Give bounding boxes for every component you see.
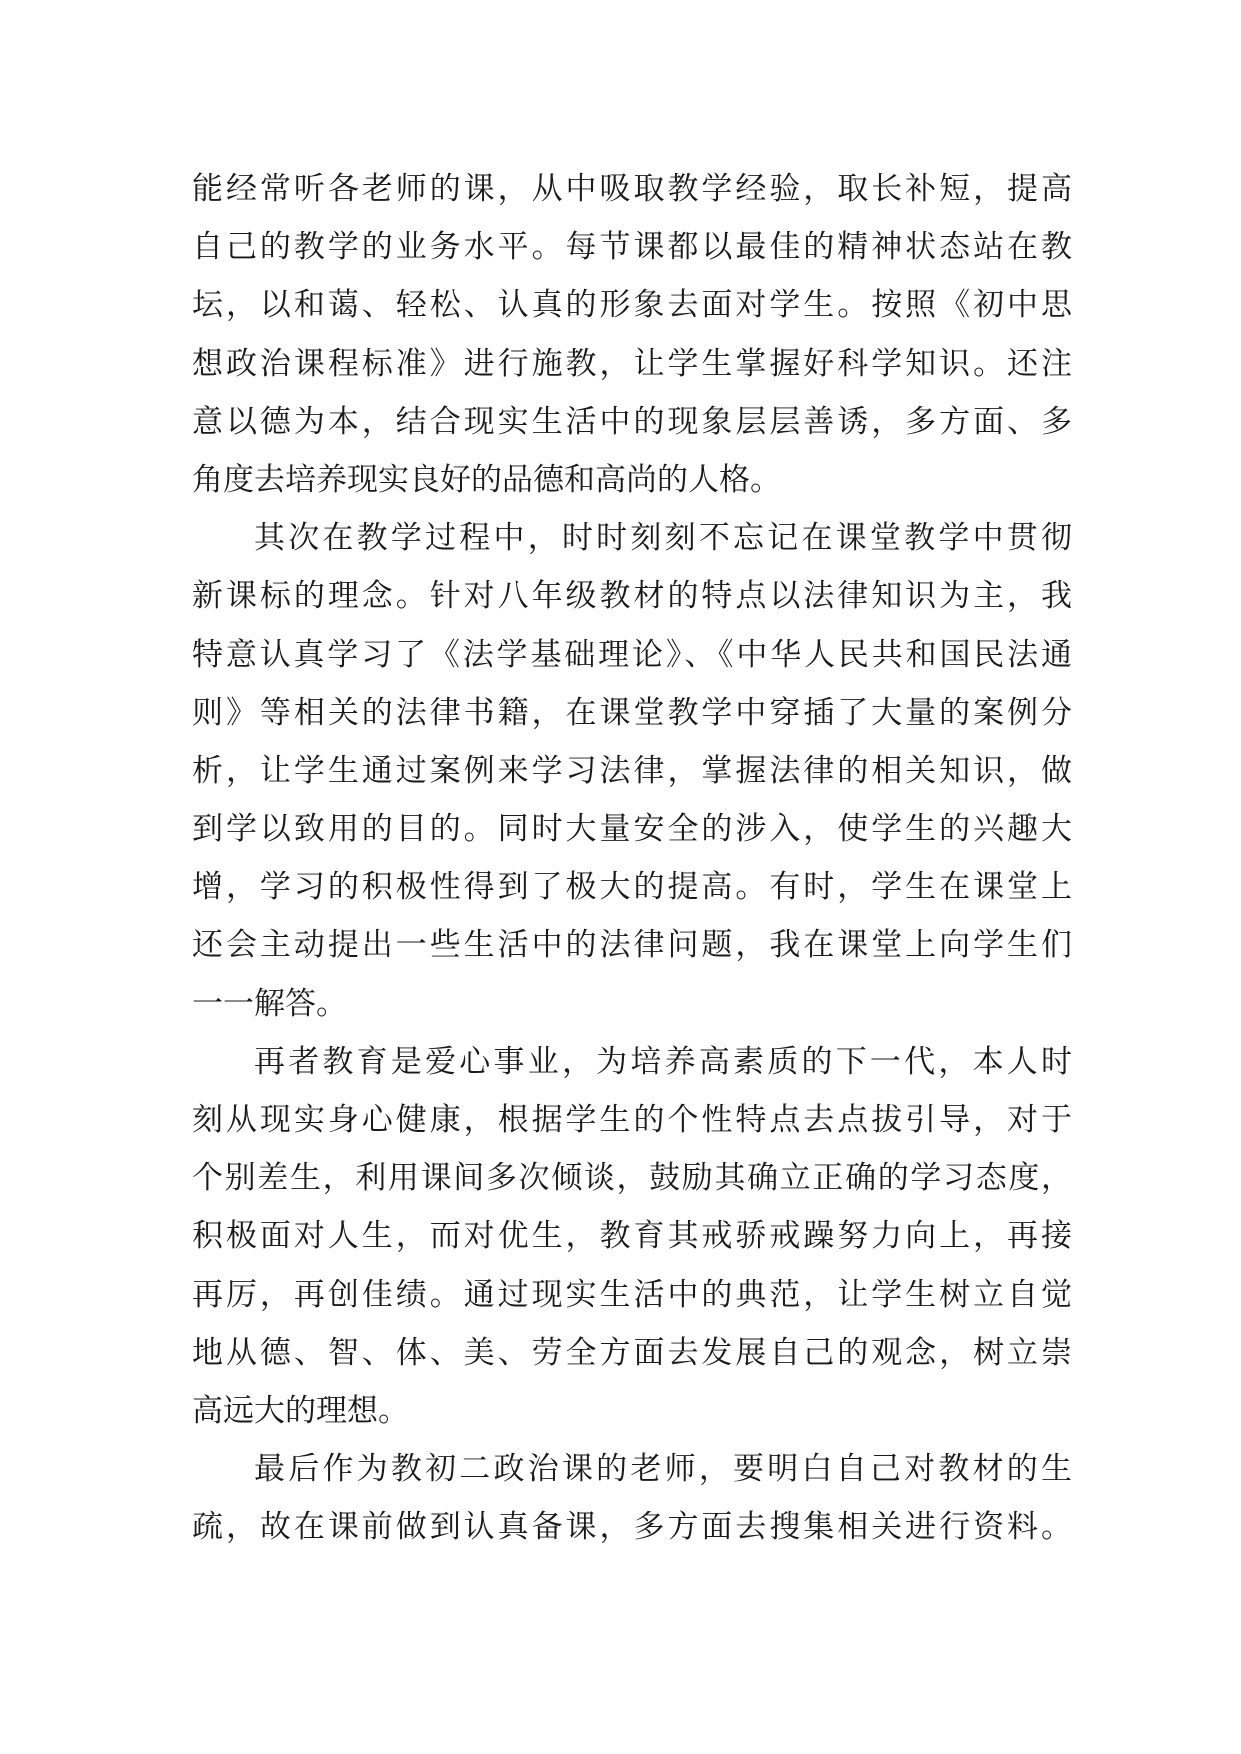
paragraph-4 <box>192 1440 1072 1556</box>
text-line: 个别差生，利用课间多次倾谈，鼓励其确立正确的学习态度， <box>192 1160 1072 1197</box>
text-line: 坛，以和蔼、轻松、认真的形象去面对学生。按照《初中思 <box>192 287 1072 324</box>
paragraph-3 <box>192 1033 1072 1440</box>
text-line: 最后作为教初二政治课的老师，要明白自己对教材的生 <box>254 1451 1072 1488</box>
text-line: 角度去培养现实良好的品德和高尚的人格。 <box>192 461 781 498</box>
paragraph-1 <box>192 160 1072 509</box>
text-line: 增，学习的积极性得到了极大的提高。有时，学生在课堂上 <box>192 869 1072 906</box>
text-line: 能经常听各老师的课，从中吸取教学经验，取长补短，提高 <box>192 171 1072 207</box>
text-line: 新课标的理念。针对八年级教材的特点以法律知识为主，我 <box>192 578 1072 615</box>
text-line: 析，让学生通过案例来学习法律，掌握法律的相关知识，做 <box>192 752 1072 789</box>
text-line: 特意认真学习了《法学基础理论》、《中华人民共和国民法通 <box>192 636 1072 673</box>
text-line: 地从德、智、体、美、劳全方面去发展自己的观念，树立崇 <box>192 1334 1072 1371</box>
text-line: 意以德为本，结合现实生活中的现象层层善诱，多方面、多 <box>192 403 1072 440</box>
text-line: 一一解答。 <box>192 985 347 1022</box>
text-line: 再厉，再创佳绩。通过现实生活中的典范，让学生树立自觉 <box>192 1276 1072 1313</box>
text-line: 再者教育是爱心事业，为培养高素质的下一代，本人时 <box>254 1043 1072 1080</box>
text-line: 积极面对人生，而对优生，教育其戒骄戒躁努力向上，再接 <box>192 1218 1072 1255</box>
text-line: 到学以致用的目的。同时大量安全的涉入，使学生的兴趣大 <box>192 811 1072 848</box>
text-line: 刻从现实身心健康，根据学生的个性特点去点拔引导，对于 <box>192 1102 1072 1138</box>
text-line: 疏，故在课前做到认真备课，多方面去搜集相关进行资料。 <box>192 1509 1072 1546</box>
text-line: 则》等相关的法律书籍，在课堂教学中穿插了大量的案例分 <box>192 694 1072 731</box>
text-line: 想政治课程标准》进行施教，让学生掌握好科学知识。还注 <box>192 345 1072 382</box>
text-line: 自己的教学的业务水平。每节课都以最佳的精神状态站在教 <box>192 229 1072 266</box>
text-line: 还会主动提出一些生活中的法律问题，我在课堂上向学生们 <box>192 927 1072 964</box>
paragraph-2 <box>192 509 1072 1033</box>
body-text <box>192 160 1072 1557</box>
text-line: 高远大的理想。 <box>192 1392 409 1429</box>
text-line: 其次在教学过程中，时时刻刻不忘记在课堂教学中贯彻 <box>254 520 1072 557</box>
